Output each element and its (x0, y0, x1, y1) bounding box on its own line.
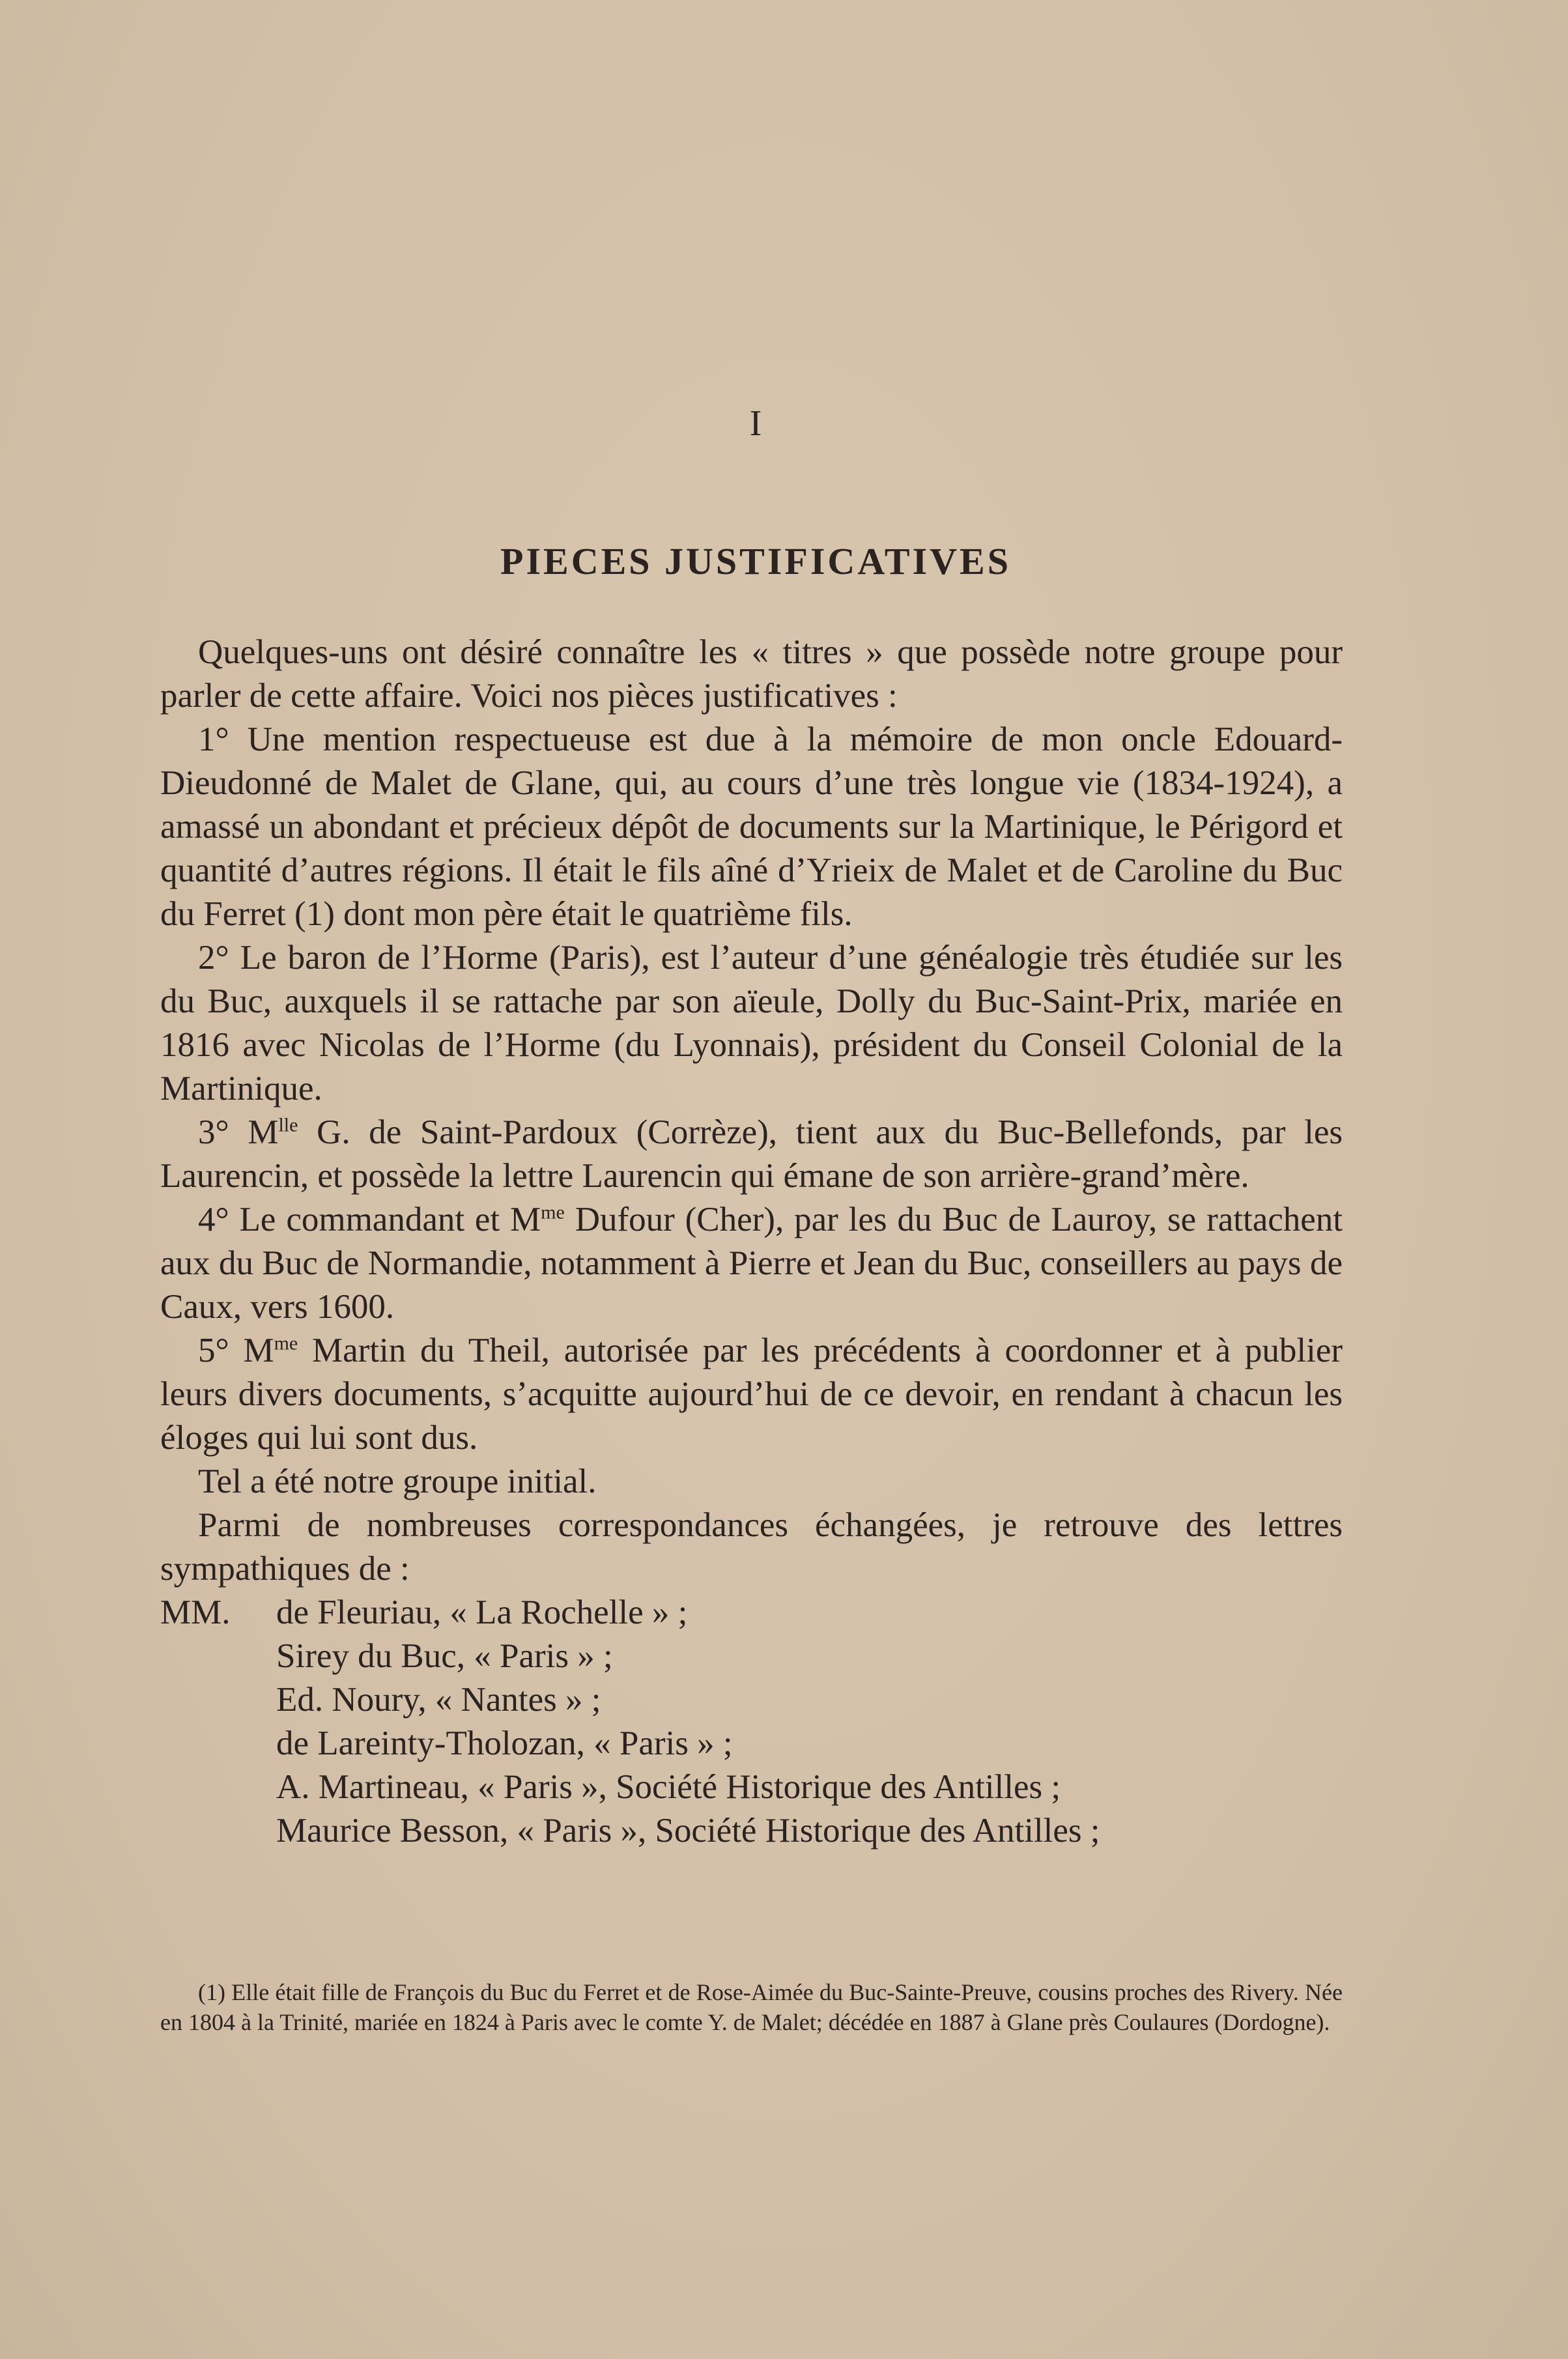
correspondent: Maurice Besson, « Paris », Société Historique des Antilles ; (276, 1812, 1100, 1850)
paragraph-5-start: 5° M (198, 1332, 274, 1369)
paragraph-4-start: 4° Le commandant et M (198, 1201, 541, 1238)
paragraph-2: 2° Le baron de l’Horme (Paris), est l’auteur d’une généalogie très étudiée sur les du Buc, auxquels il se rattache par son aïeule, Dolly du Buc-Saint-Prix, mariée en 1816 avec Nicolas de l’Horme (du Lyonnais), président du Conseil Colonial de la Martinique. (160, 939, 1343, 1108)
paragraph-5-sup: me (274, 1332, 298, 1354)
paragraph-7: Parmi de nombreuses correspondances échangées, je retrouve des lettres sympathiques de : (160, 1506, 1343, 1588)
correspondent: de Lareinty-Tholozan, « Paris » ; (276, 1724, 733, 1762)
correspondent: A. Martineau, « Paris », Société Historique des Antilles ; (276, 1768, 1061, 1806)
correspondent: Ed. Noury, « Nantes » ; (276, 1681, 601, 1719)
page-title: PIECES JUSTIFICATIVES (500, 540, 1011, 582)
paragraph-3-sup: lle (278, 1114, 298, 1136)
list-item (160, 1722, 1343, 1766)
list-item (160, 1635, 1343, 1678)
paragraph-3-rest: G. de Saint-Pardoux (Corrèze), tient aux du Buc-Bellefonds, par les Laurencin, et possède la lettre Laurencin qui émane de son arrière-grand’mère. (160, 1113, 1343, 1195)
footnote: (1) Elle était fille de François du Buc du Ferret et de Rose-Aimée du Buc-Sainte-Preuve, cousins proches des Rivery. Née en 1804 à la Trinité, mariée en 1824 à Paris avec le comte Y. de Malet; décédée en 1887 à Glane près Coulaures (Dordogne). (160, 1979, 1343, 2035)
paragraph-4-sup: me (541, 1201, 565, 1223)
page-number: I (749, 403, 762, 444)
correspondents-list (160, 1591, 1343, 1853)
correspondent: de Fleuriau, « La Rochelle » ; (276, 1594, 688, 1631)
paragraph-4-rest: Dufour (Cher), par les du Buc de Lauroy, se rattachent aux du Buc de Normandie, notamment à Pierre et Jean du Buc, conseillers au pays de Caux, vers 1600. (160, 1201, 1343, 1326)
paragraph-1: 1° Une mention respectueuse est due à la mémoire de mon oncle Edouard-Dieudonné de Malet de Glane, qui, au cours d’une très longue vie (1834-1924), a amassé un abondant et précieux dépôt de documents sur la Martinique, le Périgord et quantité d’autres régions. Il était le fils aîné d’Yrieix de Malet et de Caroline du Buc du Ferret (1) dont mon père était le quatrième fils. (160, 721, 1343, 933)
body-text (160, 631, 1343, 1853)
paragraph-4 (160, 1198, 1343, 1329)
paragraph-6: Tel a été notre groupe initial. (198, 1463, 597, 1500)
paragraph-3 (160, 1111, 1343, 1198)
paragraph-5-rest: Martin du Theil, autorisée par les précédents à coordonner et à publier leurs divers documents, s’acquitte aujourd’hui de ce devoir, en rendant à chacun les éloges qui lui sont dus. (160, 1332, 1343, 1457)
list-item (160, 1591, 1343, 1635)
list-item (160, 1809, 1343, 1853)
paragraph-5 (160, 1329, 1343, 1460)
paragraph-intro: Quelques-uns ont désiré connaître les « titres » que possède notre groupe pour parler de cette affaire. Voici nos pièces justificatives : (160, 633, 1343, 715)
correspondent: Sirey du Buc, « Paris » ; (276, 1637, 613, 1675)
paragraph-3-start: 3° M (198, 1113, 279, 1151)
correspondents-label: MM. (160, 1594, 231, 1631)
list-item (160, 1678, 1343, 1722)
list-item (160, 1766, 1343, 1809)
